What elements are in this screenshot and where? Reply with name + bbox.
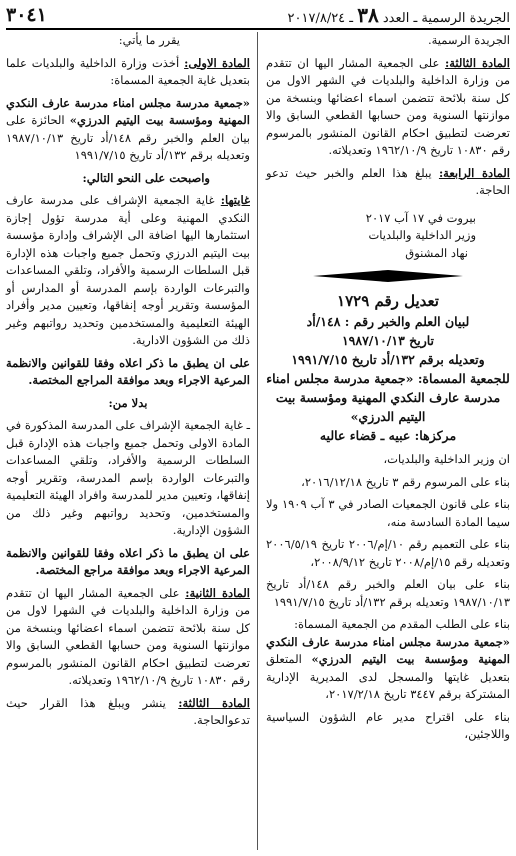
- goals-block: [6, 192, 250, 350]
- sign-title: وزير الداخلية والبلديات: [368, 228, 476, 242]
- condition-note: على ان يطبق ما ذكر اعلاه وفقا للقوانين والانظمة المرعية الاجراء وبعد موافقة مراجع المختصة.: [6, 545, 250, 577]
- article-2: [6, 585, 250, 690]
- article-text: على الجمعية المشار اليها ان تتقدم من وزارة الداخلية والبلديات في الشهر الاول من كل سنة بلائحة تتضمن اسماء اعضائها وبنسخة من موازنتها السنوية ومن حسابها القطعي السابق والا تعرضت لتطبيق احكام القانون المنشور بالمرسوم رقم ١٠٨٣٠ تاريخ ١٩٦٢/١٠/٩ وتعديلاته.: [266, 55, 510, 157]
- preamble-text: بناء على المرسوم رقم ٣ تاريخ ٢٠١٦/١٢/١٨،: [301, 474, 510, 489]
- article-text: يبلغ هذا العلم والخبر حيث تدعو الحاجة.: [266, 165, 510, 197]
- left-column: [6, 32, 250, 852]
- preamble-text: بناء على بيان العلم والخبر رقم ١٤٨/أد تاريخ ١٩٨٧/١٠/١٣ وتعديله برقم ١٣٢/أد تاريخ ١٩٩١/٧/١٥: [266, 577, 511, 609]
- issue-date: ـ ٢٠١٧/٨/٢٤: [287, 11, 354, 26]
- preamble-text: ان وزير الداخلية والبلديات،: [383, 452, 510, 466]
- article-4: [266, 165, 510, 200]
- sign-place: بيروت في ١٧ آب ٢٠١٧: [365, 210, 476, 225]
- preamble-text: المتعلق بتعديل غايتها والمسجل لدى المديرية الإدارية المشتركة برقم ٣٤٤٧ تاريخ ٢٠١٧/٢/١٨،: [266, 652, 510, 701]
- page-number: ٣٠٤١: [6, 4, 47, 26]
- amendment-number: تعديل رقم ١٧٢٩: [337, 292, 439, 310]
- amendment-line: للجمعية المسماة: «جمعية مدرسة مجلس امناء مدرسة عارف النكدي المهنية ومؤسسة بيت اليتيم الدرزي»: [266, 371, 510, 424]
- gazette-name: الجريدة الرسمية ـ العدد: [382, 11, 510, 26]
- old-goals-text: ـ غاية الجمعية الإشراف على المدرسة المذكورة في المادة الاولى وتحمل جميع واجبات هذه الإدارة قبل السلطات الرسمية والأفراد، وتلقي المساعدات والتبرعات الواردة بإسم المدرسة، وتقرير أوجه إنفاقها، وتعيين مدير للمدرسة وافراد الهيئة التعليمية والمستخدمين، وتحديد رواتبهم وغير ذلك من الشؤون الإدارية.: [6, 418, 250, 537]
- amendment-line: مركزها: عبيه ـ قضاء عاليه: [319, 428, 457, 443]
- continuation-text: الجريدة الرسمية.: [427, 33, 510, 47]
- article-text: أخذت وزارة الداخلية والبلديات علما بتعديل غاية الجمعية المسماة:: [6, 55, 250, 87]
- article-label: المادة الرابعة:: [438, 165, 511, 180]
- article-3-left: [6, 695, 250, 730]
- article-1: [6, 55, 250, 90]
- goals-text: غاية الجمعية الإشراف على مدرسة عارف النكدي المهنية وعلى أية مدرسة تؤول إجازة استثمارها اليها اضافة الى الإشراف وإدارة مؤسسة بيت اليتيم الدرزي وتحمل جميع واجبات هذه الإدارة قبل السلطات الرسمية والأفراد، وتلقي المساعدات والتبرعات الواردة بإسم المدرسة أو المدارس أو المؤسسة وتقرير أوجه إنفاقها، وتعيين مدير وأفراد الهيئة التعليمية والمستخدمين وتحديد رواتبهم وغير ذلك من الشؤون الادارية.: [6, 193, 250, 347]
- association-block: [6, 95, 250, 165]
- amendment-line: لبيان العلم والخبر رقم : ١٤٨/أد: [306, 314, 470, 329]
- amendment-line: وتعديله برقم ١٣٢/أد تاريخ ١٩٩١/٧/١٥: [291, 352, 485, 367]
- article-label: المادة الثالثة:: [178, 695, 251, 710]
- sign-name: نهاد المشنوق: [405, 245, 468, 260]
- article-label: المادة الثانية:: [185, 585, 250, 600]
- article-label: المادة الاولى:: [184, 55, 251, 70]
- preamble-text: بناء على قانون الجمعيات الصادر في ٣ آب ١٩٠٩ ولا سيما المادة السادسة منه،: [266, 497, 510, 529]
- amendment-line: تاريخ ١٩٨٧/١٠/١٣: [341, 333, 435, 348]
- article-text: على الجمعية المشار اليها ان تتقدم من وزارة الداخلية والبلديات في الشهرا لاول من كل سنة بلائحة تتضمن اسماء اعضائها وبنسخة من موازنتها السنوية ومن حسابها القطعي السابق والا تعرضت لتطبيق احكام القانون المنشور بالمرسوم رقم ١٠٨٣٠ تاريخ ١٩٦٢/١٠/٩ وتعديلاته.: [6, 585, 250, 687]
- gazette-title: [288, 3, 510, 27]
- article-label: المادة الثالثة:: [444, 55, 510, 70]
- condition-note: على ان يطبق ما ذكر اعلاه وفقا للقوانين والانظمة المرعية الاجراء وبعد موافقة المراجع المختصة.: [6, 355, 250, 387]
- preamble-request: [266, 616, 510, 704]
- became-heading: واصبحت على النحو التالي:: [82, 170, 210, 185]
- signature-block: [266, 210, 510, 263]
- issue-number: ٣٨: [357, 3, 379, 27]
- right-column: [266, 32, 510, 852]
- association-details: الحائزة على بيان العلم والخبر رقم ١٤٨/أد تاريخ ١٩٨٧/١٠/١٣ وتعديله برقم ١٣٢/أد تاريخ ١٩٩١/٧/١٥: [6, 113, 250, 162]
- separator-ornament: [313, 270, 463, 282]
- goals-label: غايتها:: [220, 193, 250, 207]
- preamble-text: بناء على اقتراح مدير عام الشؤون السياسية واللاجئين،: [266, 709, 510, 741]
- association-name: «جمعية مدرسة مجلس امناء مدرسة عارف النكدي المهنية ومؤسسة بيت اليتيم الدرزي»: [6, 95, 250, 127]
- article-3: [266, 55, 510, 160]
- amendment-title: [266, 290, 510, 445]
- column-divider: [257, 32, 258, 850]
- article-text: ينشر ويبلغ هذا القرار حيث تدعوالحاجة.: [6, 695, 250, 727]
- page-header: [6, 2, 510, 30]
- preamble-text: بناء على الطلب المقدم من الجمعية المسماة:: [294, 617, 510, 631]
- association-name: «جمعية مدرسة مجلس امناء مدرسة عارف النكدي المهنية ومؤسسة بيت اليتيم الدرزي»: [266, 634, 511, 666]
- decides-heading: يقرر ما يأتي:: [118, 33, 180, 47]
- preamble-text: بناء على التعميم رقم ١٠/إم/٢٠٠٦ تاريخ ٢٠٠٦/٥/١٩ وتعديله رقم ١٥/إم/٢٠٠٨ تاريخ ٢٠٠٨/٩/١٢،: [266, 537, 510, 569]
- instead-heading: بدلا من:: [108, 395, 148, 410]
